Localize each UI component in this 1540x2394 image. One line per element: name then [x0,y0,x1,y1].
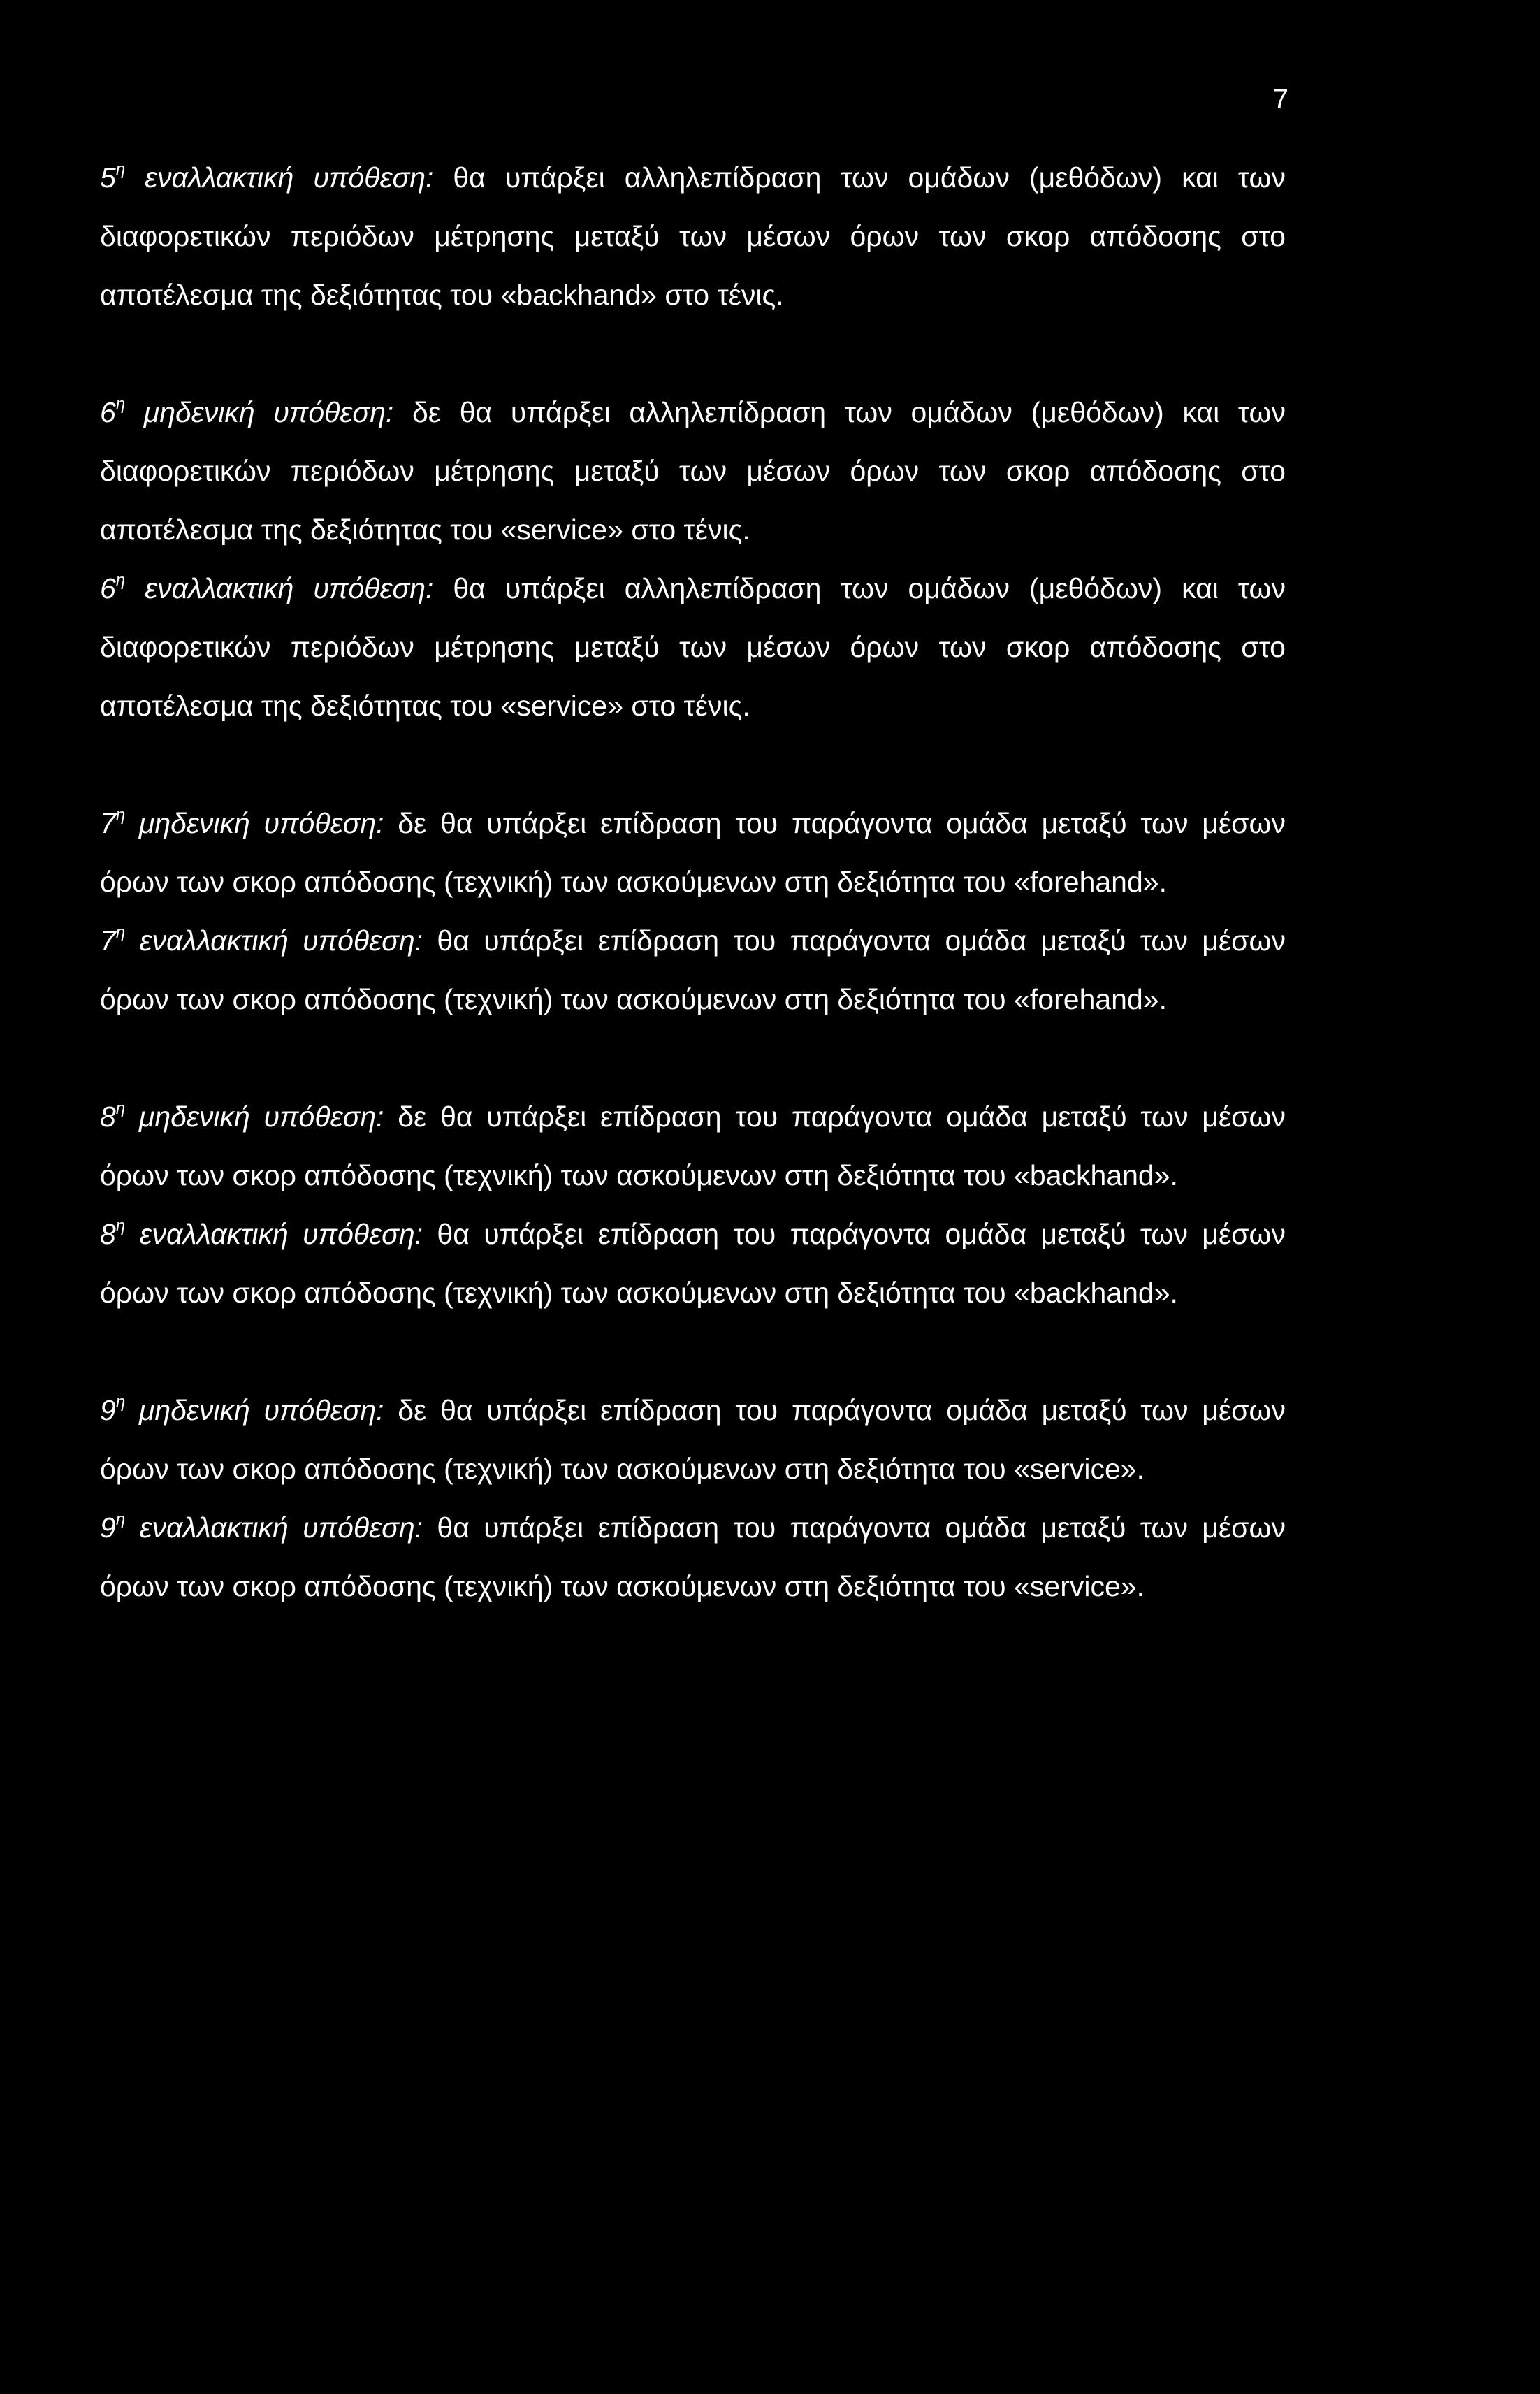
hypothesis-text: δε θα υπάρξει επίδραση του παράγοντα ομάδα μεταξύ των μέσων όρων των σκορ απόδοσης (τεχνική) των ασκούμενων στη δεξιότητα του «service». [100,1394,1286,1485]
hypothesis-7-alternative [100,911,1286,1029]
hypothesis-9-alternative [100,1498,1286,1616]
hypothesis-number: $7^\eta$ [100,923,126,957]
hypothesis-text: θα υπάρξει επίδραση του παράγοντα ομάδα μεταξύ των μέσων όρων των σκορ απόδοσης (τεχνική) των ασκούμενων στη δεξιότητα του «service». [100,1511,1286,1602]
hypothesis-text: θα υπάρξει επίδραση του παράγοντα ομάδα μεταξύ των μέσων όρων των σκορ απόδοσης (τεχνική) των ασκούμενων στη δεξιότητα του «backhand». [100,1218,1286,1309]
hypothesis-number: $5^\eta$ [100,160,126,194]
hypothesis-9-null [100,1381,1286,1498]
hypothesis-text: θα υπάρξει αλληλεπίδραση των ομάδων (μεθόδων) και των διαφορετικών περιόδων μέτρησης μεταξύ των μέσων όρων των σκορ απόδοσης στο αποτέλεσμα της δεξιότητας του «backhand» στο τένις. [100,161,1286,311]
hypothesis-type: εναλλακτική υπόθεση: [139,924,423,957]
hypothesis-number: $9^\eta$ [100,1510,126,1544]
hypothesis-number: $8^\eta$ [100,1217,126,1250]
hypothesis-5-alternative [100,148,1286,324]
hypothesis-type: εναλλακτική υπόθεση: [139,1218,423,1250]
hypothesis-type: μηδενική υπόθεση: [138,807,384,839]
hypothesis-7-null [100,794,1286,911]
document-body [100,148,1286,1616]
hypothesis-type: εναλλακτική υπόθεση: [139,1511,423,1544]
hypothesis-type: μηδενική υπόθεση: [143,396,394,428]
hypothesis-8-alternative [100,1205,1286,1322]
hypothesis-text: δε θα υπάρξει αλληλεπίδραση των ομάδων (μεθόδων) και των διαφορετικών περιόδων μέτρησης μεταξύ των μέσων όρων των σκορ απόδοσης στο αποτέλεσμα της δεξιότητας του «service» στο τένις. [100,396,1286,546]
hypothesis-type: εναλλακτική υπόθεση: [145,161,434,194]
hypothesis-text: θα υπάρξει επίδραση του παράγοντα ομάδα μεταξύ των μέσων όρων των σκορ απόδοσης (τεχνική) των ασκούμενων στη δεξιότητα του «forehand». [100,924,1286,1015]
hypothesis-number: $6^\eta$ [100,395,126,428]
page-number: 7 [1272,84,1288,115]
hypothesis-8-null [100,1087,1286,1205]
hypothesis-type: μηδενική υπόθεση: [138,1101,384,1133]
hypothesis-type: εναλλακτική υπόθεση: [145,572,434,604]
hypothesis-6-alternative [100,559,1286,735]
hypothesis-text: δε θα υπάρξει επίδραση του παράγοντα ομάδα μεταξύ των μέσων όρων των σκορ απόδοσης (τεχνική) των ασκούμενων στη δεξιότητα του «backhand». [100,1101,1286,1191]
hypothesis-text: δε θα υπάρξει επίδραση του παράγοντα ομάδα μεταξύ των μέσων όρων των σκορ απόδοσης (τεχνική) των ασκούμενων στη δεξιότητα του «forehand». [100,807,1286,898]
hypothesis-number: $6^\eta$ [100,571,126,604]
hypothesis-6-null [100,383,1286,559]
hypothesis-number: $8^\eta$ [100,1099,126,1133]
hypothesis-text: θα υπάρξει αλληλεπίδραση των ομάδων (μεθόδων) και των διαφορετικών περιόδων μέτρησης μεταξύ των μέσων όρων των σκορ απόδοσης στο αποτέλεσμα της δεξιότητας του «service» στο τένις. [100,572,1286,722]
hypothesis-number: $9^\eta$ [100,1393,126,1426]
hypothesis-number: $7^\eta$ [100,806,126,839]
hypothesis-type: μηδενική υπόθεση: [138,1394,384,1426]
